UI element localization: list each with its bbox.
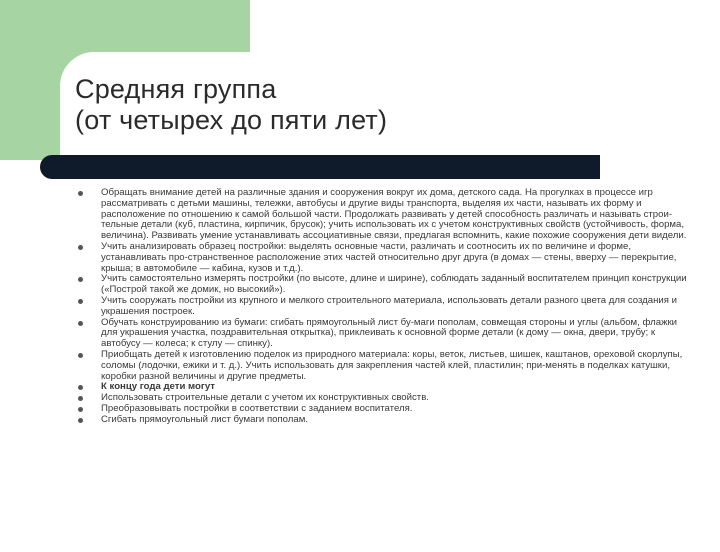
bullet-dot-icon	[78, 245, 83, 250]
bullet-dot-icon	[78, 353, 83, 358]
list-item-text: Использовать строительные детали с учетом их конструктивных свойств.	[101, 392, 429, 404]
list-item-text: Учить сооружать постройки из крупного и мелкого строительного материала, использовать детали разного цвета для создания и украшения построек.	[101, 294, 677, 317]
list-item-text: Преобразовывать постройки в соответствии с заданием воспитателя.	[101, 402, 413, 414]
bullet-dot-icon	[78, 407, 83, 412]
bullet-dot-icon	[78, 277, 83, 282]
bullet-dot-icon	[78, 385, 83, 390]
title-divider-bar	[40, 155, 600, 179]
list-item	[78, 274, 690, 296]
list-item-text: Учить анализировать образец постройки: выделять основные части, различать и соотносить их по величине и форме, устанавливать про-странственное расположение этих частей относительно друг друга (в домах — стены, вверху — перекрытие, крыша; в автомобиле — кабина, кузов и т.д.).	[101, 240, 677, 274]
bullet-dot-icon	[78, 191, 83, 196]
list-item	[78, 415, 690, 426]
list-item-text: Обращать внимание детей на различные здания и сооружения вокруг их дома, детского сада. На прогулках в процессе игр рассматривать с детьми машины, тележки, автобусы и другие виды транспорта, выделяя их части, называть их форму и расположение по отношению к самой большой части. Продолжать развивать у детей способность различать и называть строи-тельные детали (куб, пластина, кирпичик, брусок); учить использовать их с учетом конструктивных свойств (устойчивость, форма, величина). Развивать умение устанавливать ассоциативные связи, предлагая вспомнить, какие похожие сооружения дети видели.	[101, 187, 687, 242]
slide-title-line-2: (от четырех до пяти лет)	[75, 105, 388, 135]
list-item	[78, 242, 690, 274]
list-item	[78, 296, 690, 318]
bullet-dot-icon	[78, 396, 83, 401]
list-item	[78, 318, 690, 350]
bullet-dot-icon	[78, 321, 83, 326]
slide-title-line-1: Средняя группа	[75, 74, 277, 104]
list-item-text: Обучать конструированию из бумаги: сгибать прямоугольный лист бу-маги пополам, совмещая стороны и углы (альбом, флажки для украшения участка, поздравительная открытка), приклеивать к основной форме детали (к дому — окна, двери, трубу; к автобусу — колеса; к стулу — спинку).	[101, 316, 678, 350]
list-item-text: Приобщать детей к изготовлению поделок из природного материала: коры, веток, листьев, шишек, каштанов, ореховой скорлупы, соломы (лодочки, ежики и т. д.). Учить использовать для закрепления частей клей, пластилин; при-менять в поделках катушки, коробки разной величины и другие предметы.	[101, 348, 683, 382]
slide-title	[75, 74, 635, 136]
list-item	[78, 188, 690, 242]
bullet-dot-icon	[78, 418, 83, 423]
list-item-text: Сгибать прямоугольный лист бумаги пополам.	[101, 413, 308, 425]
list-item-text: К концу года дети могут	[101, 381, 215, 393]
bullet-dot-icon	[78, 299, 83, 304]
list-item	[78, 350, 690, 382]
bullet-list	[78, 188, 690, 426]
list-item-text: Учить самостоятельно измерять постройки (по высоте, длине и ширине), соблюдать заданный воспитателем принцип конструкции («Построй такой же домик, но высокий»).	[101, 273, 687, 296]
